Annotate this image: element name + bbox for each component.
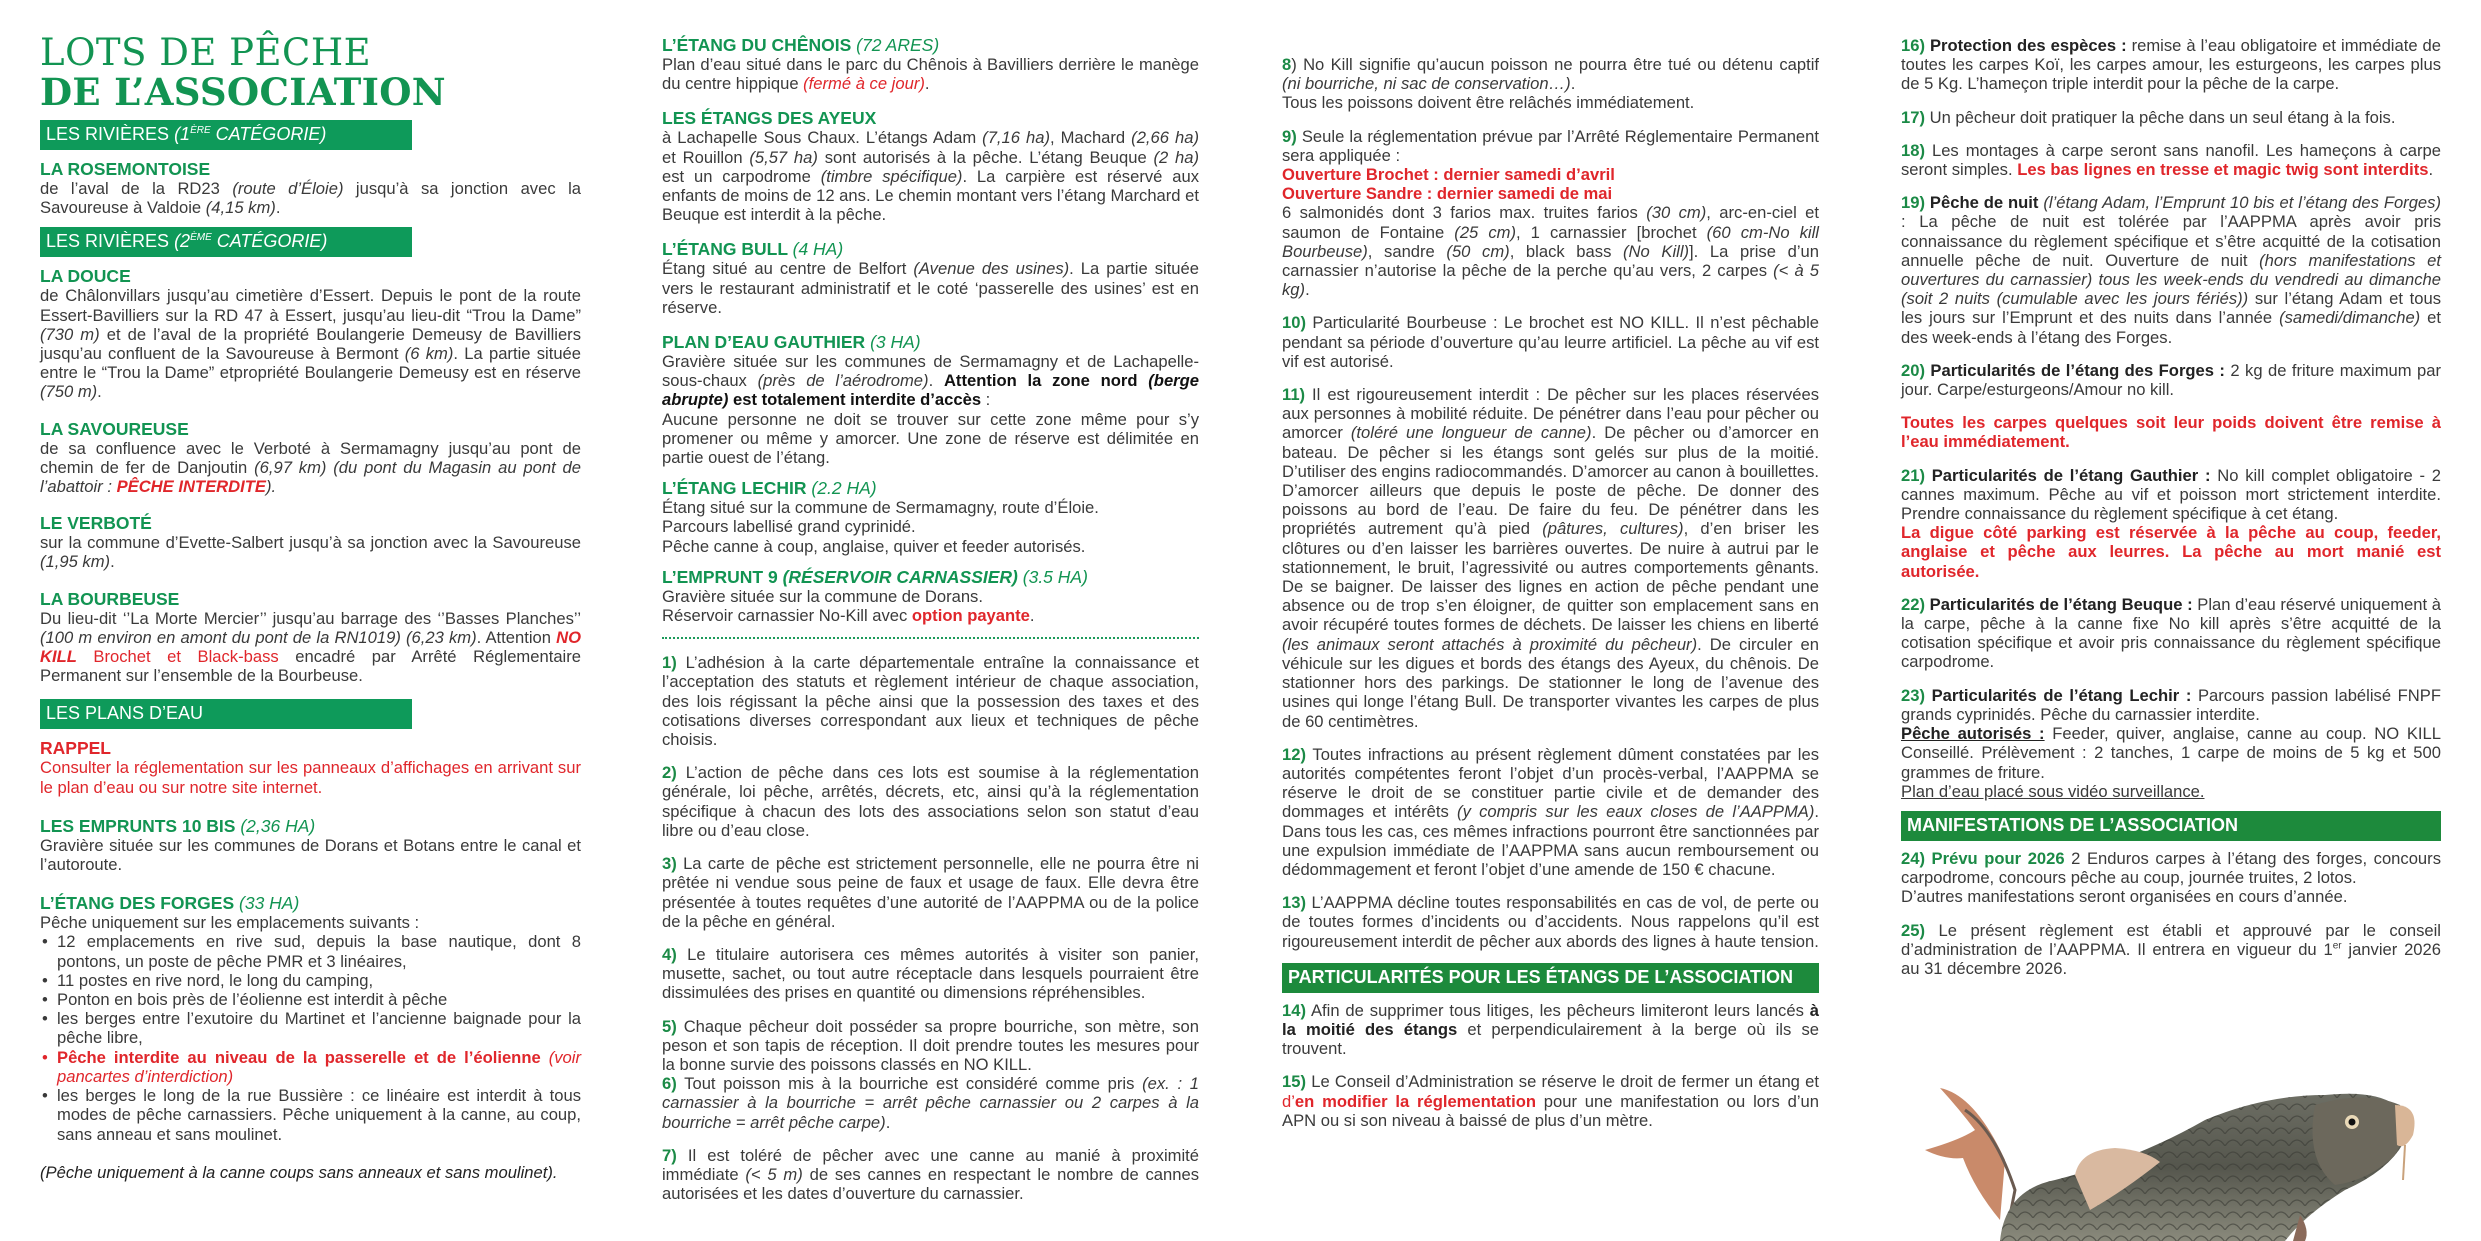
- section-bar-manifestations: [1901, 811, 2441, 841]
- rule-4: 4) Le titulaire autorisera ces mêmes autorités à visiter son panier, musette, sachet, ou tout autre réceptacle dans lesquels pourraient être dissimulées des prises en quantité ou dimensions répréhensibles.: [662, 944, 1199, 1003]
- text-gauthier: Gravière située sur les communes de Sermamagny et de Lachapelle-sous-chaux (près de l’aérodrome). Attention la zone nord (berge abrupte) est totalement interdite d’accès :: [662, 352, 1199, 410]
- rule-8-line2: Tous les poissons doivent être relâchés immédiatement.: [1282, 93, 1695, 113]
- rule-9-limits: 6 salmonidés dont 3 farios max. truites farios (30 cm), arc-en-ciel et saumon de Fontaine (25 cm), 1 carnassier [brochet (60 cm-No kill Bourbeuse), sandre (50 cm), black bass (No Kill)]. La prise d’un carnassier n’autorise la pêche de la perche qu’au vers, 2 carpes (< à 5 kg).: [1282, 203, 1819, 300]
- heading-douce: LA DOUCE: [40, 266, 131, 287]
- text-emprunts-10bis: Gravière située sur les communes de Dorans et Botans entre le canal et l’autoroute.: [40, 835, 581, 875]
- text-chenois: Plan d’eau situé dans le parc du Chênois à Bavilliers derrière le manège du centre hippique (fermé à ce jour).: [662, 55, 1199, 94]
- section-bar-rivers-1st: [40, 120, 412, 150]
- rule-17: 17) Un pêcheur doit pratiquer la pêche dans un seul étang à la fois.: [1901, 107, 2396, 127]
- bar-category: (1ÈRE CATÉGORIE): [174, 124, 327, 144]
- heading-lechir: L’ÉTANG LECHIR (2.2 HA): [662, 478, 877, 499]
- heading-emprunt9: L’EMPRUNT 9 (RÉSERVOIR CARNASSIER) (3.5 HA): [662, 566, 1088, 587]
- rule-20: 20) Particularités de l’étang des Forges : 2 kg de friture maximum par jour. Carpe/esturgeons/Amour no kill.: [1901, 360, 2442, 400]
- text-emprunt9-line1: Gravière située sur la commune de Dorans.: [662, 586, 983, 606]
- list-item-warning: • Pêche interdite au niveau de la passerelle et de l’éolienne (voir pancartes d’interdiction): [40, 1048, 581, 1086]
- rule-9: 9) Seule la réglementation prévue par l’Arrêté Réglementaire Permanent sera appliquée :: [1282, 126, 1819, 165]
- bar-label: LES RIVIÈRES: [46, 231, 170, 252]
- list-item: • les berges le long de la rue Bussière : ce linéaire est interdit à tous modes de pêche carnassiers. Pêche uniquement à la canne, au coup, sans anneau et sans moulinet.: [40, 1086, 581, 1144]
- rule-19: 19) Pêche de nuit (l’étang Adam, l’Emprunt 10 bis et l’étang des Forges) : La pêche de nuit est tolérée par l’AAPPMA après avoir pris connaissance du règlement spécifique et s’être acquitté de la cotisation annuelle pêche de nuit. Ouverture de nuit (hors manifestations et ouvertures du carnassier) tous les week-ends du vendredi au dimanche (soit 2 nuits (cumulable avec les jours fériés)) sur l’étang Adam et tous les jours sur l’Emprunt et des nuits dans l’année (samedi/dimanche) et des week-ends à l’étang des Forges.: [1901, 193, 2442, 347]
- rule-24-line2: D’autres manifestations seront organisées en cours d’année.: [1901, 887, 2348, 907]
- rule-25: 25) Le présent règlement est établi et approuvé par le conseil d’administration de l’AAPPMA. Il entrera en vigueur du 1er janvier 2026 au 31 décembre 2026.: [1901, 920, 2441, 978]
- text-douce: de Châlonvillars jusqu’au cimetière d’Essert. Depuis le pont de la route Essert-Bavilliers sur la RD 47 à Essert, jusqu’au lieu-dit “Trou la Dame” (730 m) et de l’aval de la propriété Boulangerie Demeusy de Bavilliers jusqu’au confluent de la Savoureuse à Bermont (6 km). La partie située entre le “Trou la Dame” etpropriété Boulangerie Demeusy est en réserve (750 m).: [40, 286, 582, 402]
- text-bull: Étang situé au centre de Belfort (Avenue des usines). La partie située vers le restaurant administratif et le coté ‘passerelle des usines’ est en réserve.: [662, 259, 1199, 317]
- heading-rappel: RAPPEL: [40, 738, 111, 759]
- page-title-line2: DE L’ASSOCIATION: [40, 70, 446, 114]
- rule-7: 7) Il est toléré de pêcher avec une canne au manié à proximité immédiate (< 5 m) de ses cannes en respectant le nombre de cannes autorisées et les dates d’ouverture du carnassier.: [662, 1145, 1200, 1204]
- column-3: [1282, 55, 1819, 1241]
- rule-13: 13) L’AAPPMA décline toutes responsabilités en cas de vol, de perte ou de toutes formes d’incidents ou d’accidents. Nous rappelons qu’il est rigoureusement interdit de pêcher aux abords des lignes à haute tension.: [1282, 893, 1819, 951]
- column-1: [40, 31, 582, 1241]
- list-item: • les berges entre l’exutoire du Martinet et l’ancienne baignade pour la pêche libre,: [40, 1009, 581, 1047]
- text-gauthier-2: Aucune personne ne doit se trouver sur cette zone même pour s’y promener ou même y amorcer. Une zone de réserve est délimitée en partie ouest de l’étang.: [662, 409, 1199, 468]
- rule-14: 14) Afin de supprimer tous litiges, les pêcheurs limiteront leurs lancés à la moitié des étangs et perpendiculairement à la berge où ils se trouvent.: [1282, 1000, 1819, 1059]
- text-forges-intro: Pêche uniquement sur les emplacements suivants :: [40, 913, 420, 933]
- section-bar-particularites: [1282, 963, 1819, 993]
- list-item: • Ponton en bois près de l’éolienne est interdit à pêche: [40, 990, 581, 1009]
- text-verbote: sur la commune d’Evette-Salbert jusqu’à sa jonction avec la Savoureuse (1,95 km).: [40, 533, 581, 572]
- carp-fish-icon: [1905, 1050, 2425, 1241]
- bar-category: (2ÈME CATÉGORIE): [174, 231, 328, 252]
- text-savoureuse: de sa confluence avec le Verboté à Sermamagny jusqu’au pont de chemin de fer de Danjoutin (6,97 km) (du pont du Magasin au pont de l’abattoir : PÊCHE INTERDITE).: [40, 438, 581, 497]
- section-bar-plans-eau: [40, 699, 412, 729]
- rule-15: 15) Le Conseil d’Administration se réserve le droit de fermer un étang et d’en modifier la réglementation pour une manifestation ou lors d’un APN ou si son niveau à baissé de plus d’un mètre.: [1282, 1072, 1819, 1130]
- rule-2: 2) L’action de pêche dans ces lots est soumise à la réglementation générale, loi pêche, arrêtés, décrets, etc, ainsi qu’à la réglementation spécifique à chacun des lots des associations selon son statut d’eau libre ou d’eau close.: [662, 763, 1199, 840]
- text-lechir-line: Étang situé sur la commune de Sermamagny, route d’Éloie.: [662, 498, 1099, 518]
- rule-6: 6) Tout poisson mis à la bourriche est considéré comme pris (ex. : 1 carnassier à la bourriche = arrêt pêche carnassier ou 2 carpes à la bourriche = arrêt pêche carpe).: [662, 1074, 1199, 1132]
- dotted-divider: [662, 637, 1199, 639]
- section-bar-rivers-2nd: [40, 227, 412, 257]
- heading-emprunts-10bis: LES EMPRUNTS 10 BIS (2,36 HA): [40, 815, 316, 836]
- forges-list: [40, 932, 581, 1143]
- bar-label: PARTICULARITÉS POUR LES ÉTANGS DE L’ASSOCIATION: [1288, 966, 1794, 987]
- text-rosemontoise: de l’aval de la RD23 (route d’Éloie) jusqu’à sa jonction avec la Savoureuse à Valdoie (4,15 km).: [40, 179, 581, 218]
- text-emprunt9-line2: Réservoir carnassier No-Kill avec option payante.: [662, 606, 1035, 626]
- heading-etang-forges: L’ÉTANG DES FORGES (33 HA): [40, 893, 300, 914]
- text-lechir-line: Pêche canne à coup, anglaise, quiver et feeder autorisés.: [662, 536, 1086, 556]
- rule-16: 16) Protection des espèces : remise à l’eau obligatoire et immédiate de toutes les carpes Koï, les carpes amour, les esturgeons, les carpes plus de 5 Kg. L’hameçon triple interdit pour la pêche de la carpe.: [1901, 36, 2441, 94]
- list-item: • 12 emplacements en rive sud, depuis la base nautique, dont 8 pontons, un poste de pêche PMR et 3 linéaires,: [40, 932, 581, 970]
- rule-23-video: Plan d’eau placé sous vidéo surveillance.: [1901, 781, 2205, 801]
- heading-gauthier: PLAN D’EAU GAUTHIER (3 HA): [662, 332, 921, 353]
- rule-18: 18) Les montages à carpe seront sans nanofil. Les hameçons à carpe seront simples. Les bas lignes en tresse et magic twig sont interdits.: [1901, 140, 2441, 180]
- rule-23-allowed: Pêche autorisés : Feeder, quiver, anglaise, canne au coup. NO KILL Conseillé. Prélèvement : 2 tanches, 1 carpe de moins de 5 kg et 500 grammes de friture.: [1901, 724, 2441, 782]
- rule-12: 12) Toutes infractions au présent règlement dûment constatées par les autorités compétentes feront l’objet d’un procès-verbal, l’AAPPMA se réserve le droit de se constituer partie civile et de demander des dommages et intérêts (y compris sur les eaux closes de l’AAPPMA). Dans tous les cas, ces mêmes infractions pourront être sanctionnées par une expulsion immédiate de l’AAPPMA sans aucun remboursement ou dédommagement et feront l’objet d’une amende de 150 € chacune.: [1282, 744, 1820, 879]
- heading-ayeux: LES ÉTANGS DES AYEUX: [662, 108, 877, 129]
- text-bourbeuse: Du lieu-dit ‘’La Morte Mercier’’ jusqu’au barrage des ‘’Basses Planches’’ (100 m environ en amont du pont de la RN1019) (6,23 km). Attention NO KILL Brochet et Black-bass encadré par Arrêté Réglementaire Permanent sur l’ensemble de la Bourbeuse.: [40, 608, 581, 686]
- text-lechir-line: Parcours labellisé grand cyprinidé.: [662, 517, 916, 537]
- heading-bull: L’ÉTANG BULL (4 HA): [662, 239, 844, 260]
- rule-11: 11) Il est rigoureusement interdit : De pêcher sur les places réservées aux personnes à mobilité réduite. De pénétrer dans l’eau pour pêcher ou amorcer (toléré une longueur de canne). De pêcher ou d’amorcer en bateau. De pêcher si les étangs sont gelés sur plus de la moitié. D’utiliser des engins radiocommandés. D’amorcer au canon à bouillettes. D’amorcer ailleurs que depuis le poste de pêche. De donner des poissons au bord de l’eau. De faire du feu. De pénétrer dans les propriétés autrement qu’à pied (pâtures, cultures), d’en briser les clôtures ou d’en laisser les barrières ouvertes. De nuire à autrui par le stationnement, le bruit, l’agressivité ou autres comportements gênants. De se baigner. De laisser des lignes en action de pêche pendant une absence ou de trop s’en éloigner, de quitter son emplacement sans en avoir récupéré toutes formes de déchets. De laisser les chiens en liberté (les animaux seront attachés à proximité du pêcheur). De circuler en véhicule sur les digues et bords des étangs des Ayeux, du chênois. De stationner hors des parkings. De stationner le long de l’avenue des usines qui longe l’étang Bull. De transporter vivantes les carpes de plus de 60 centimètres.: [1282, 385, 1819, 731]
- text-rappel: Consulter la réglementation sur les panneaux d’affichages en arrivant sur le plan d’eau ou sur notre site internet.: [40, 758, 581, 797]
- heading-rosemontoise: LA ROSEMONTOISE: [40, 159, 211, 179]
- rule-10: 10) Particularité Bourbeuse : Le brochet est NO KILL. Il n’est pêchable pendant sa période d’ouverture qu’au leurre artificiel. La pêche au vif est vif est autorisé.: [1282, 313, 1819, 371]
- bar-label: MANIFESTATIONS DE L’ASSOCIATION: [1907, 814, 2239, 835]
- text-ayeux: à Lachapelle Sous Chaux. L’étangs Adam (7,16 ha), Machard (2,66 ha) et Rouillon (5,57 ha) sont autorisés à la pêche. L’étang Beuque (2 ha) est un carpodrome (timbre spécifique). La carpière est réservé aux enfants de moins de 12 ans. Le chemin montant vers l’étang Marchard et Beuque est interdit à la pêche.: [662, 128, 1199, 225]
- bar-label: LES PLANS D’EAU: [46, 703, 204, 724]
- rule-21: 21) Particularités de l’étang Gauthier : No kill complet obligatoire - 2 cannes maximum. Pêche au vif et poisson mort strictement interdite. Prendre connaissance du règlement spécifique à cet étang.: [1901, 465, 2442, 524]
- rule-5: 5) Chaque pêcheur doit posséder sa propre bourriche, son mètre, son peson et son tapis de réception. Il doit prendre toutes les mesures pour la bonne survie des poissons classés en NO KILL.: [662, 1016, 1199, 1074]
- bar-label: LES RIVIÈRES: [46, 124, 170, 144]
- rule-24: 24) Prévu pour 2026 2 Enduros carpes à l’étang des forges, concours carpodrome, concours pêche au coup, journée truites, 2 lotos.: [1901, 848, 2441, 888]
- text-forges-note: (Pêche uniquement à la canne coups sans anneaux et sans moulinet).: [40, 1162, 558, 1182]
- column-2: [662, 36, 1199, 1241]
- rule-9-opening-zander: Ouverture Sandre : dernier samedi de mai: [1282, 184, 1613, 204]
- rule-21-warning: La digue côté parking est réservée à la pêche au coup, feeder, anglaise et pêche aux leurres. La pêche au mort manié est autorisée.: [1901, 523, 2441, 581]
- page-title-line1: LOTS DE PÊCHE: [40, 31, 372, 74]
- rule-8: 8) No Kill signifie qu’aucun poisson ne pourra être tué ou détenu captif (ni bourriche, ni sac de conservation…).: [1282, 55, 1819, 94]
- rule-22: 22) Particularités de l’étang Beuque : Plan d’eau réservé uniquement à la carpe, pêche à la canne fixe No kill après s’être acquitté de la cotisation spécifique et avoir pris connaissance du règlement spécifique carpodrome.: [1901, 594, 2441, 672]
- rule-1: 1) L’adhésion à la carte départementale entraîne la connaissance et l’acceptation des statuts et règlement intérieur de chaque association, des lois régissant la pêche ainsi que la possession des taxes et des cotisations diverses correspondant aux lieux et techniques de pêche choisis.: [662, 653, 1199, 750]
- rule-9-opening-pike: Ouverture Brochet : dernier samedi d’avril: [1282, 165, 1615, 185]
- heading-verbote: LE VERBOTÉ: [40, 513, 152, 534]
- heading-chenois: L’ÉTANG DU CHÊNOIS (72 ARES): [662, 35, 940, 55]
- heading-savoureuse: LA SAVOUREUSE: [40, 418, 189, 439]
- rule-20-warning: Toutes les carpes quelques soit leur poids doivent être remise à l’eau immédiatement.: [1901, 413, 2441, 452]
- heading-bourbeuse: LA BOURBEUSE: [40, 588, 180, 609]
- rule-23: 23) Particularités de l’étang Lechir : Parcours passion labélisé FNPF grands cyprinidés. Pêche du carnassier interdite.: [1901, 685, 2441, 724]
- list-item: • 11 postes en rive nord, le long du camping,: [40, 971, 581, 990]
- rule-3: 3) La carte de pêche est strictement personnelle, elle ne pourra être ni prêtée ni vendue sous peine de faux et usage de faux. Elle devra être présentée à toutes requêtes d’une autorité de l’AAPPMA ou de la police de la pêche en général.: [662, 854, 1199, 931]
